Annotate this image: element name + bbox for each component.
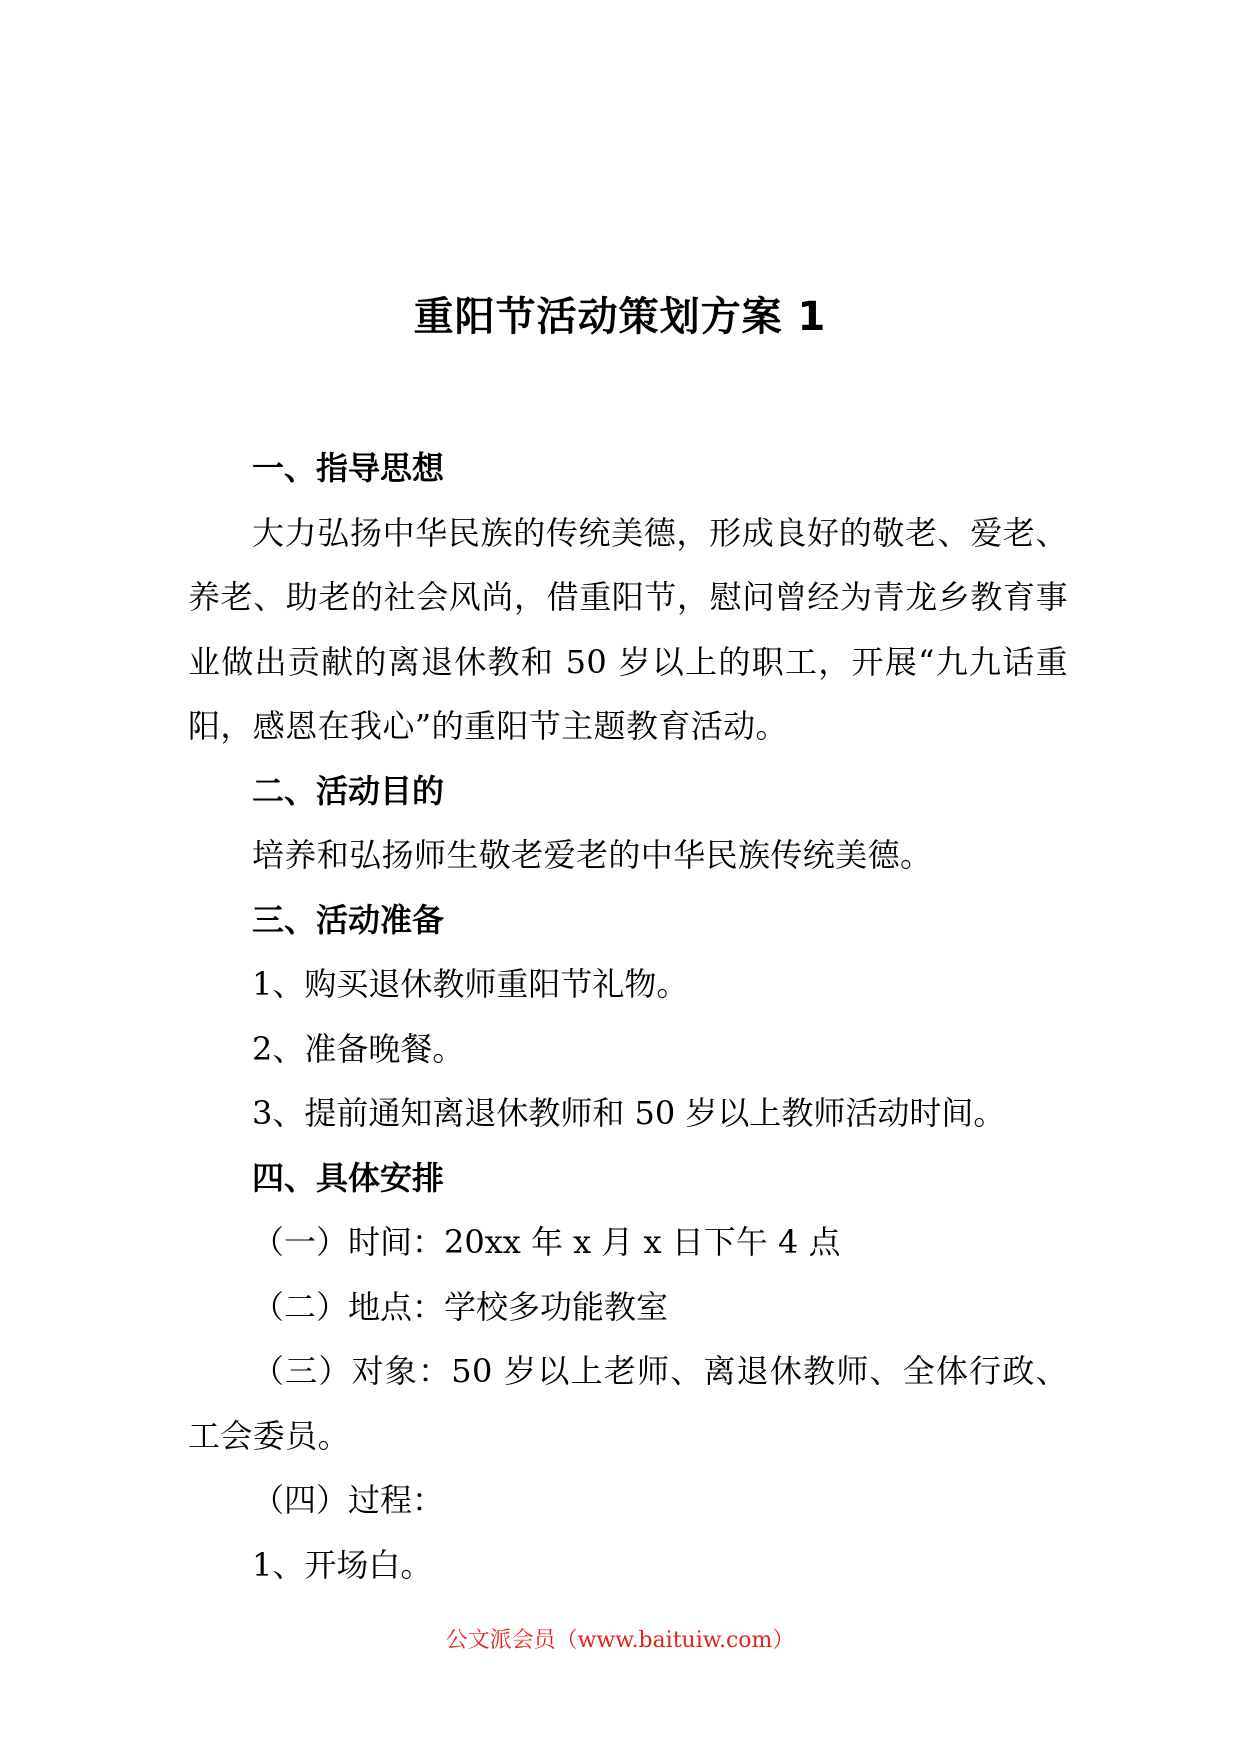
list-item-notify-teachers: 3、提前通知离退休教师和 50 岁以上教师活动时间。: [252, 1094, 1006, 1132]
paragraph-guiding-ideology: 大力弘扬中华民族的传统美德，形成良好的敬老、爱老、养老、助老的社会风尚，借重阳节，慰问曾经为青龙乡教育事业做出贡献的离退休教和 50 岁以上的职工，开展“九九话重阳，感恩在我心”的重阳节主题教育活动。: [188, 513, 1068, 745]
section-heading-guiding-ideology: 一、指导思想: [252, 449, 445, 487]
list-item-prepare-dinner: 2、准备晚餐。: [252, 1029, 465, 1068]
list-item-buy-gifts: 1、购买退休教师重阳节礼物。: [252, 965, 689, 1003]
list-item-process: （四）过程：: [252, 1481, 445, 1519]
paragraph-participants: （三）对象：50 岁以上老师、离退休教师、全体行政、工会委员。: [188, 1352, 1068, 1455]
section-heading-activity-preparation: 三、活动准备: [252, 900, 445, 939]
document-title: 重阳节活动策划方案 1: [413, 294, 827, 340]
paragraph-activity-purpose: 培养和弘扬师生敬老爱老的中华民族传统美德。: [252, 836, 933, 874]
list-item-opening-remarks: 1、开场白。: [252, 1545, 433, 1584]
section-heading-activity-purpose: 二、活动目的: [252, 771, 445, 810]
document-body: [188, 436, 1068, 1597]
list-item-time: （一）时间：20xx 年 x 月 x 日下午 4 点: [252, 1223, 841, 1261]
section-heading-specific-arrangements: 四、具体安排: [252, 1158, 445, 1197]
list-item-location: （二）地点：学校多功能教室: [252, 1287, 669, 1326]
footer-watermark: 公文派会员（www.baituiw.com）: [445, 1628, 795, 1653]
